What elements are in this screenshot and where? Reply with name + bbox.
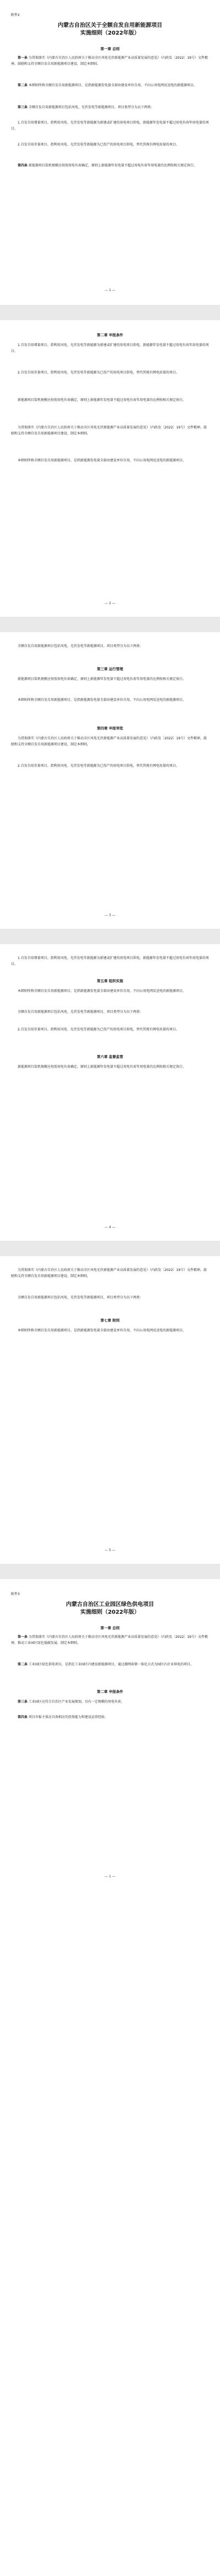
doc1-page-1 <box>0 0 220 305</box>
chapter-heading: 第四章 申报审批 <box>97 726 123 731</box>
article-paragraph: 1.自发自用增量项目。指利用风电、光伏发电等新能源为新建或扩建的用电项目供电，新能源年发电量不超过用电负荷年用电量的项目。 <box>11 343 209 353</box>
page-number: — 5 — <box>105 1548 116 1552</box>
article-paragraph: 本细则所称全额自发自用新能源项目，是指新能源发电量全部由建设单位自用，不向公用电网反送电的新能源项目。 <box>18 459 186 462</box>
article-paragraph: 全额自发自用新能源项目包括风电、光伏发电等新能源项目，项目类型分为以下两类： <box>18 1010 144 1014</box>
attachment-label: 附件3 <box>11 1592 20 1596</box>
article-paragraph: 本细则所称全额自发自用新能源项目，是指新能源发电量全部由建设单位自用，不向公用电网反送电的新能源项目。 <box>18 698 186 702</box>
article-paragraph: 2.自发自用存量项目。指利用风电、光伏发电等新能源为已投产的用电项目供电，替代其现有网电用量的项目。 <box>18 764 179 768</box>
article-paragraph: 2.自发自用存量项目。指利用风电、光伏发电等新能源为已投产的用电项目供电，替代其现有网电用量的项目。 <box>18 1028 179 1031</box>
page-bottom-area <box>0 1889 220 2576</box>
article-paragraph: 全额自发自用新能源项目包括风电、光伏发电等新能源项目，项目类型分为以下两类： <box>18 644 144 648</box>
page-number: — 2 — <box>105 601 116 605</box>
article-paragraph: 1.自发自用增量项目。指利用风电、光伏发电等新能源为新建或扩建的用电项目供电，新能源年发电量不超过用电负荷年用电量的项目。 <box>11 121 209 131</box>
article-paragraph: 第二条 工业园区绿色供电项目，是指在工业园区内建设新能源项目，通过源网荷储一体化方式为园区内企业供电的项目。 <box>18 1663 194 1666</box>
chapter-heading: 第一章 总则 <box>100 1626 120 1630</box>
page-number: — 4 — <box>105 1225 116 1229</box>
chapter-heading: 第二章 申报条件 <box>97 333 123 337</box>
article-paragraph: 为贯彻落实《内蒙古自治区人民政府关于推动全区风电光伏新能源产业高质量发展的意见》（内政发〔2022〕19号）文件精神，鼓励和支持全额自发自用新能源项目建设，制定本细则。 <box>11 426 207 436</box>
doc1-page-4 <box>0 944 220 1241</box>
doc2-page-1 <box>0 1579 220 1889</box>
attachment-label: 附件2 <box>11 13 20 17</box>
chapter-heading: 第六章 监督监管 <box>97 1055 123 1059</box>
article-paragraph: 第四条 项目申报主体应具备相应的投资能力和建设运营经验。 <box>18 1715 108 1719</box>
article-paragraph: 1.自发自用增量项目。指利用风电、光伏发电等新能源为新建或扩建的用电项目供电，新能源年发电量不超过用电负荷年用电量的项目。 <box>11 956 209 966</box>
article-paragraph: 本细则所称全额自发自用新能源项目，是指新能源发电量全部由建设单位自用，不向公用电网反送电的新能源项目。 <box>18 1329 186 1332</box>
article-paragraph: 为贯彻落实《内蒙古自治区人民政府关于推动全区风电光伏新能源产业高质量发展的意见》（内政发〔2022〕19号）文件精神，鼓励和支持全额自发自用新能源项目建设，制定本细则。 <box>11 737 207 746</box>
page-separator <box>0 929 220 944</box>
article-paragraph: 为贯彻落实《内蒙古自治区人民政府关于推动全区风电光伏新能源产业高质量发展的意见》（内政发〔2022〕19号）文件精神，鼓励和支持全额自发自用新能源项目建设，制定本细则。 <box>11 1268 207 1278</box>
article-paragraph: 第一条 为贯彻落实《内蒙古自治区人民政府关于推动全区风电光伏新能源产业高质量发展的意见》（内政发〔2022〕19号）文件精神，鼓励和支持全额自发自用新能源项目建设，制定本细则。 <box>11 56 208 66</box>
page-separator <box>0 305 220 320</box>
page-number: — 3 — <box>105 913 116 917</box>
chapter-heading: 第二章 申报条件 <box>97 1690 123 1694</box>
doc1-page-5 <box>0 1256 220 1564</box>
article-paragraph: 第三条 工业园区应符合自治区产业发展规划，具有一定规模的用电负荷。 <box>18 1700 124 1704</box>
article-paragraph: 第一条 为贯彻落实《内蒙古自治区人民政府关于推动全区风电光伏新能源产业高质量发展的意见》（内政发〔2022〕19号）文件精神，推动工业园区绿色低碳发展，制定本细则。 <box>11 1635 208 1645</box>
doc-title-line2: 实施细则（2022年版） <box>80 1609 140 1615</box>
chapter-heading: 第五章 组织实施 <box>97 979 123 983</box>
chapter-heading: 第七章 附则 <box>100 1318 120 1323</box>
page-number: — 1 — <box>105 1875 116 1878</box>
article-paragraph: 第三条 全额自发自用新能源项目包括风电、光伏发电等新能源项目，项目类型分为以下两类： <box>18 105 154 109</box>
article-paragraph: 2.自发自用存量项目。指利用风电、光伏发电等新能源为已投产的用电项目供电，替代其现有网电用量的项目。 <box>18 143 179 147</box>
article-paragraph: 新能源项目装机规模应按照用电负荷确定，原则上新能源年发电量不超过用电负荷年用电量的比例按相关规定执行。 <box>18 1065 186 1069</box>
article-paragraph: 2.自发自用存量项目。指利用风电、光伏发电等新能源为已投产的用电项目供电，替代其现有网电用量的项目。 <box>18 371 179 375</box>
doc-title-line2: 实施细则（2022年版） <box>80 30 140 36</box>
page-separator <box>0 1564 220 1579</box>
article-paragraph: 全额自发自用新能源项目包括风电、光伏发电等新能源项目，项目类型分为以下两类： <box>18 1296 144 1300</box>
doc1-page-3 <box>0 632 220 929</box>
doc-title-line1: 内蒙古自治区工业园区绿色供电项目 <box>66 1602 154 1608</box>
doc1-page-2 <box>0 320 220 617</box>
article-paragraph: 第四条 新能源项目装机规模应按照用电负荷确定，原则上新能源年发电量不超过用电负荷年用电量的比例按相关规定执行。 <box>18 164 197 168</box>
article-paragraph: 新能源项目装机规模应按照用电负荷确定，原则上新能源年发电量不超过用电负荷年用电量的比例按相关规定执行。 <box>18 677 186 681</box>
doc-title-line1: 内蒙古自治区关于全额自发自用新能源项目 <box>58 23 162 29</box>
page-separator <box>0 1241 220 1256</box>
article-paragraph: 新能源项目装机规模应按照用电负荷确定，原则上新能源年发电量不超过用电负荷年用电量的比例按相关规定执行。 <box>18 398 186 402</box>
page-separator <box>0 617 220 632</box>
chapter-heading: 第一章 总则 <box>100 47 120 51</box>
article-paragraph: 第二条 本细则所称全额自发自用新能源项目，是指新能源发电量全部由建设单位自用，不向公用电网反送电的新能源项目。 <box>18 83 197 87</box>
article-paragraph: 本细则所称全额自发自用新能源项目，是指新能源发电量全部由建设单位自用，不向公用电网反送电的新能源项目。 <box>18 989 186 993</box>
chapter-heading: 第三章 运行管理 <box>97 667 123 671</box>
page-number: — 1 — <box>105 288 116 292</box>
